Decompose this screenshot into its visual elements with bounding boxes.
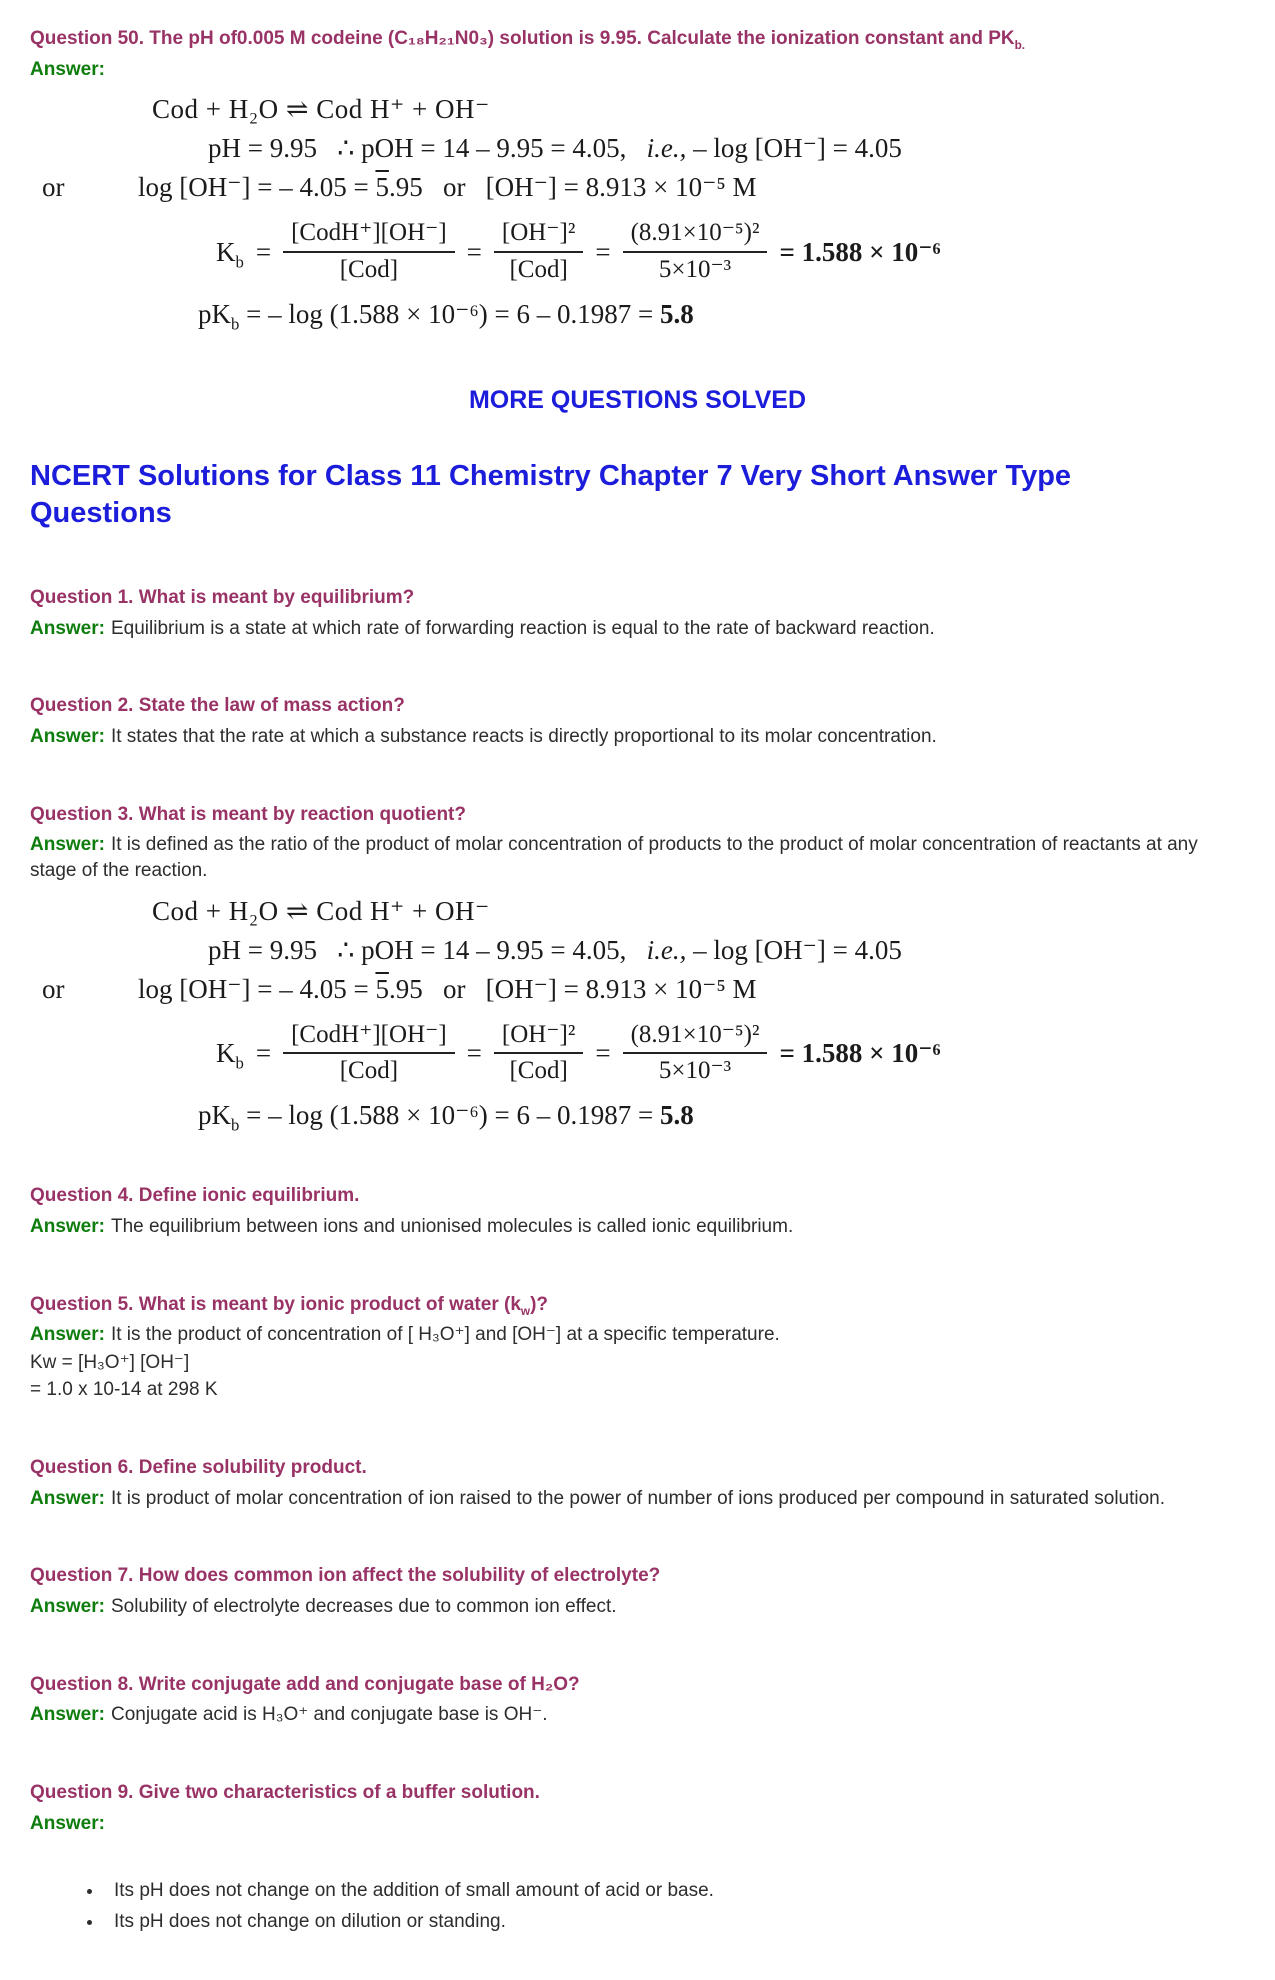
answer-text: It is defined as the ratio of the product of molar concentration of products to the product of molar concentration of reactants at any stage of the reaction. [30,834,1198,881]
kb-subscript: b [235,252,244,272]
pkb-symbol [198,298,240,334]
answer-label: Answer: [30,834,105,856]
question-title-text: Question 4. Define ionic equilibrium. [30,1185,360,1207]
kb-result: = 1.588 × 10⁻⁶ [779,236,941,267]
equation-block [30,94,1245,334]
question-title-text: Question 1. What is meant by equilibrium? [30,587,415,609]
pkb-expression: = – log (1.588 × 10⁻⁶) = 6 – 0.1987 = [239,298,660,329]
answer-text: It is the product of concentration of [ H₃O⁺] and [OH⁻] at a specific temperature. [110,1324,780,1346]
question-8-title [30,1672,1245,1698]
list-item [104,1909,1245,1935]
equation-kb-line [216,219,1245,285]
equation-ph-text: pH = 9.95 ∴ pOH = 14 – 9.95 = 4.05, [208,133,647,164]
fraction-numeric [623,1021,768,1087]
question-title-text: Question 7. How does common ion affect the solubility of electrolyte? [30,1565,661,1587]
fraction-numerator: [CodH⁺][OH⁻] [283,219,455,253]
pkb-subscript: b [231,1115,240,1135]
equation-reaction-line: Cod + H₂O ⇌ Cod H⁺ + OH⁻ [152,895,490,926]
question-6-block [30,1455,1245,1511]
question-4-title [30,1183,1245,1209]
equation-log-result: – log [OH⁻] = 4.05 [686,934,902,965]
kw-value-line: = 1.0 x 10-14 at 298 K [30,1379,218,1401]
fraction-codh-oh [283,219,455,285]
question-4-answer [30,1214,1245,1240]
answer-text: The equilibrium between ions and unionised molecules is called ionic equilibrium. [110,1215,794,1237]
question-50-title-text: Question 50. The pH of0.005 M codeine (C₁₈H₂₁N0₃) solution is 9.95. Calculate the ionization constant and PK [30,28,1015,49]
question-50-answer-label [30,57,1245,83]
equation-log-post: .95 or [OH⁻] = 8.913 × 10⁻⁵ M [388,172,757,203]
question-title-text: Question 9. Give two characteristics of a buffer solution. [30,1781,540,1803]
fraction-numerator: [CodH⁺][OH⁻] [283,1021,455,1055]
question-1-block [30,585,1245,641]
pkb-result: 5.8 [659,1100,694,1131]
kb-letter: K [216,236,236,267]
equation-log-pre: log [OH⁻] = – 4.05 = [138,973,376,1004]
pkb-expression: = – log (1.588 × 10⁻⁶) = 6 – 0.1987 = [239,1100,660,1131]
fraction-denominator: [Cod] [339,1057,399,1085]
answer-label: Answer: [30,726,105,748]
equation-pkb-line [198,1100,1245,1135]
fraction-oh-squared [494,219,583,285]
kb-subscript: b [235,1053,244,1073]
answer-text: It is product of molar concentration of ion raised to the power of number of ions produced per compound in saturated solution. [110,1487,1166,1509]
answer-label: Answer: [30,1215,105,1237]
equation-ie-text: i.e., [646,133,687,164]
list-item-text: Its pH does not change on dilution or standing. [114,1910,506,1932]
answer-text: Solubility of electrolyte decreases due to common ion effect. [110,1596,617,1618]
equation-pkb-line [198,298,1245,334]
kb-letter: K [216,1037,236,1068]
equation-log-line [30,172,1245,203]
equals-sign: = [466,236,482,267]
question-title-text: Question 5. What is meant by ionic product of water (k [30,1293,521,1315]
equation-ph-line [208,935,1245,966]
equation-log-result: – log [OH⁻] = 4.05 [686,133,902,164]
fraction-numerator: [OH⁻]² [494,1021,583,1055]
equation-ph-line [208,133,1245,164]
question-2-title [30,693,1245,719]
section-heading-more-questions: MORE QUESTIONS SOLVED [468,385,807,414]
question-9-answer [30,1811,1245,1837]
question-title-text: Question 8. Write conjugate add and conjugate base of H₂O? [30,1673,580,1695]
answer-label: Answer: [30,1596,105,1618]
kb-symbol [216,1037,244,1073]
equation-kb-line [216,1021,1245,1087]
question-title-subscript: w [520,1304,531,1318]
answer-label: Answer: [30,1487,105,1509]
question-2-block [30,693,1245,749]
question-3-title [30,802,1245,828]
fraction-numerator: (8.91×10⁻⁵)² [623,219,768,253]
equals-sign: = [255,1037,272,1068]
pkb-result: 5.8 [659,298,694,329]
equation-log-text [138,172,757,203]
question-4-block [30,1183,1245,1239]
question-title-text-post: )? [530,1293,548,1315]
answer-label: Answer: [30,617,105,639]
question-title-text: Question 3. What is meant by reaction quotient? [30,803,466,825]
question-5-block [30,1292,1245,1404]
fraction-numerator: (8.91×10⁻⁵)² [623,1021,768,1055]
fraction-denominator: [Cod] [509,1057,568,1085]
equation-log-line [30,974,1245,1005]
equation-bar-digit: 5 [375,973,389,1004]
equals-sign: = [595,1037,611,1068]
equation-block [30,895,1245,1135]
answer-label: Answer: [30,1704,105,1726]
answer-label: Answer: [30,1812,105,1834]
section-heading-ncert: NCERT Solutions for Class 11 Chemistry Chapter 7 Very Short Answer Type Questions [30,459,1072,530]
question-7-answer [30,1594,1245,1620]
equation-log-text [138,974,757,1005]
question-6-title [30,1455,1245,1481]
pkb-subscript: b [231,314,240,334]
pkb-symbol [198,1100,240,1135]
question-title-text: Question 6. Define solubility product. [30,1457,367,1479]
equation-bar-digit: 5 [375,172,389,203]
kb-result: = 1.588 × 10⁻⁶ [779,1037,941,1068]
list-item-text: Its pH does not change on the addition of small amount of acid or base. [114,1880,714,1902]
pkb-letters: pK [198,1100,231,1131]
equals-sign: = [255,236,272,267]
answer-label: Answer: [30,1324,105,1346]
question-50-title-subscript: b. [1014,38,1026,52]
answer-label: Answer: [30,58,105,80]
equation-log-pre: log [OH⁻] = – 4.05 = [138,172,376,203]
question-8-answer [30,1702,1245,1728]
question-50-title [30,26,1245,52]
list-item [104,1878,1245,1904]
question-50-block [30,26,1245,334]
question-2-answer [30,724,1245,750]
question-7-block [30,1563,1245,1619]
question-1-title [30,585,1245,611]
equation-ph-text: pH = 9.95 ∴ pOH = 14 – 9.95 = 4.05, [208,934,647,965]
question-6-answer [30,1486,1245,1512]
question-3-answer [30,832,1245,883]
answer-text: Equilibrium is a state at which rate of forwarding reaction is equal to the rate of backward reaction. [110,617,935,639]
question-1-answer [30,616,1245,642]
equation-ie-text: i.e., [646,934,687,965]
kw-formula-line: Kw = [H₃O⁺] [OH⁻] [30,1351,190,1373]
fraction-codh-oh [283,1021,455,1087]
question-7-title [30,1563,1245,1589]
fraction-denominator: 5×10⁻³ [658,256,732,284]
fraction-denominator: [Cod] [509,256,568,284]
question-9-block [30,1780,1245,1935]
equation-or-label: or [42,973,65,1004]
equation-log-post: .95 or [OH⁻] = 8.913 × 10⁻⁵ M [388,973,757,1004]
question-9-title [30,1780,1245,1806]
fraction-numerator: [OH⁻]² [494,219,583,253]
fraction-oh-squared [494,1021,583,1087]
question-8-block [30,1672,1245,1728]
buffer-characteristics-list [30,1878,1245,1934]
question-5-title [30,1292,1245,1318]
fraction-denominator: 5×10⁻³ [658,1057,732,1085]
question-title-text: Question 2. State the law of mass action? [30,695,405,717]
equation-or-label: or [42,172,65,203]
fraction-denominator: [Cod] [339,256,399,284]
kb-symbol [216,236,244,272]
equals-sign: = [466,1037,482,1068]
fraction-numeric [623,219,768,285]
answer-text: Conjugate acid is H₃O⁺ and conjugate base is OH⁻. [110,1704,548,1726]
equals-sign: = [595,236,611,267]
question-5-answer [30,1322,1245,1348]
answer-text: It states that the rate at which a substance reacts is directly proportional to its molar concentration. [110,726,937,748]
pkb-letters: pK [198,298,231,329]
equation-reaction-line: Cod + H₂O ⇌ Cod H⁺ + OH⁻ [152,94,490,125]
question-3-block [30,802,1245,1135]
